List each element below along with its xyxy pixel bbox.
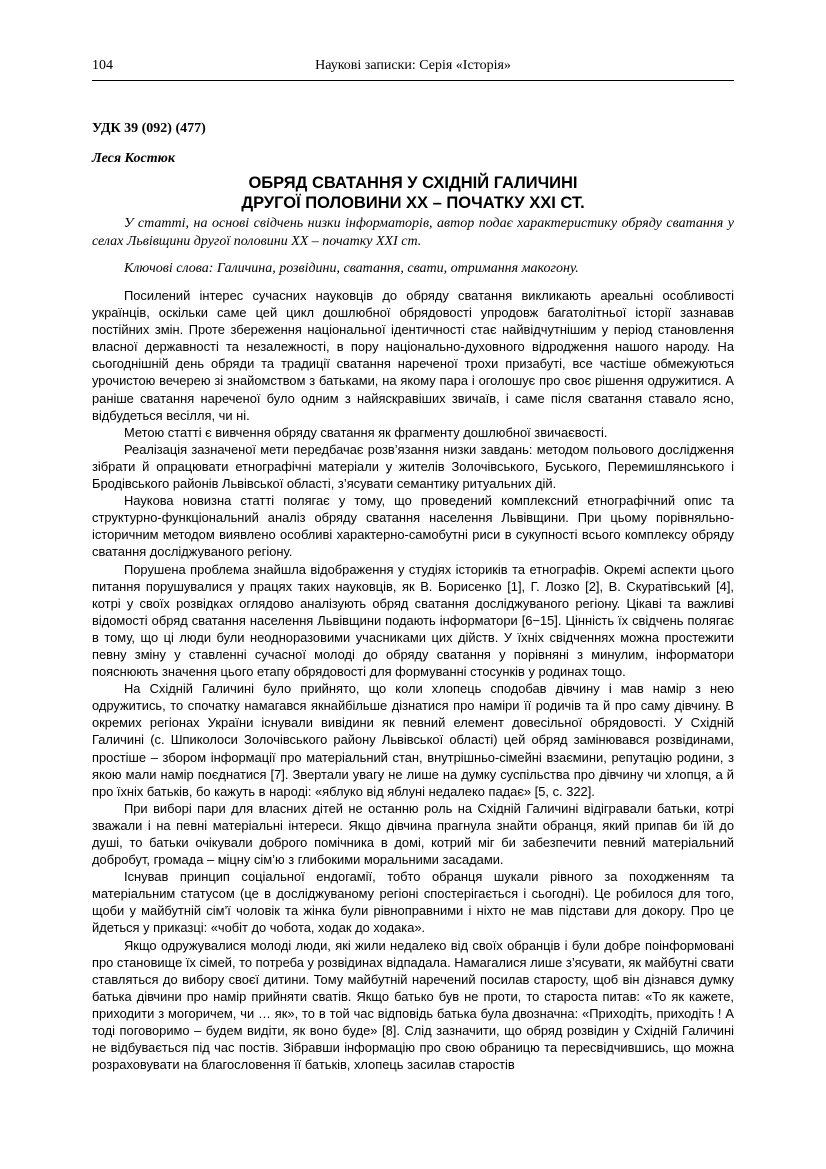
journal-title: Наукові записки: Серія «Історія» <box>315 58 511 73</box>
body-paragraph: Існував принцип соціальної ендогамії, тобто обранця шукали рівного за походженням та матеріальним статусом (це в досліджуваному регіоні спостерігається і сьогодні). Це робилося для того, щоби у майбутній сім’ї чоловік та жінка були рівноправними і ніхто не мав підстави для докору. Про це йдеться у приказці: «чобіт до чобота, ходак до ходака». <box>92 869 734 936</box>
body-paragraph: На Східній Галичині було прийнято, що коли хлопець сподобав дівчину і мав намір з нею одружитись, то спочатку намагався якнайбільше дізнатися про наміри її родичів та й про саму дівчину. В окремих регіонах України існували вивідини як певний елемент довесільної обрядовості. У Східній Галичині (с. Шпиколоси Золочівського району Львівської області) цей обряд замінювався розвідинами, простіше – збором інформації про матеріальний стан, внутрішньо-сімейні взаємини, репутацію родини, з якою мали намір поєднатися [7]. Звертали увагу не лише на думку суспільства про дівчину чи хлопця, а й про їхніх батьків, бо кажуть в народі: «яблуко від яблуні недалеко падає» [5, с. 322]. <box>92 681 734 799</box>
article <box>92 120 734 1073</box>
udk-code: УДК 39 (092) (477) <box>92 121 206 136</box>
author-name: Леся Костюк <box>92 151 175 166</box>
title-line: ДРУГОЇ ПОЛОВИНИ ХХ – ПОЧАТКУ ХХІ СТ. <box>241 194 585 212</box>
header-rule <box>92 80 734 81</box>
title-line: ОБРЯД СВАТАННЯ У СХІДНІЙ ГАЛИЧИНІ <box>248 174 578 192</box>
abstract: У статті, на основі свідчень низки інформаторів, автор подає характеристику обряду сватання у селах Львівщини другої половини ХХ – початку ХХІ ст. <box>92 216 734 249</box>
page-number: 104 <box>92 58 113 73</box>
body-paragraph: Порушена проблема знайшла відображення у студіях істориків та етнографів. Окремі аспекти цього питання порушувалися у працях таких науковців, як В. Борисенко [1], Г. Лозко [2], В. Скуратівський [4], котрі у своїх розвідках оглядово аналізують обряд сватання досліджуваного регіону. Цікаві та важливі відомості обряд сватання населення Львівщини подають інформатори [6−15]. Цінність їх свідчень полягає в тому, що ці люди були неодноразовими учасниками цих дійств. У їхніх свідченнях можна простежити певну зміну у ставленні сучасної молоді до обряду сватання у порівняні з минулим, інформатори пояснюють значення цього етапу обрядовості для формуванні стосунків у родинах тощо. <box>92 561 734 680</box>
body-paragraph: Посилений інтерес сучасних науковців до обряду сватання викликають ареальні особливості українців, оскільки саме цей цикл дошлюбної обрядовості упродовж багатолітньої історії зазнавав постійних змін. Проте збереження національної ідентичності стає найвідчутнішим у період становлення власної державності та незалежності, в пору національно-духовного відродження нашого народу. На сьогоднішній день обряди та традиції сватання нареченої трохи призабуті, все частіше обмежуються урочистою вечерею зі знайомством з батьками, на якому пара і оголошує про своє рішення одружитися. А раніше сватання нареченої було одним з найяскравіших звичаїв, і саме після сватання ставало ясно, відбудеться весілля, чи ні. <box>92 288 734 423</box>
running-header <box>92 58 734 78</box>
body-paragraph: При виборі пари для власних дітей не останню роль на Східній Галичині відігравали батьки, котрі зважали і на певні матеріальні інтереси. Якщо дівчина прагнула знайти обранця, який припав би їй до душі, то батьки очікували доброго помічника в домі, котрий міг би забезпечити певний матеріальний добробут, громада – міцну сім’ю з глибокими моральними засадами. <box>92 800 734 868</box>
body-paragraph: Наукова новизна статті полягає у тому, що проведений комплексний етнографічний опис та структурно-функціональний аналіз обряду сватання населення Львівщини. При цьому порівняльно-історичним методом виявлено особливі характерно-самобутні риси в сукупності всього комплексу обряду сватання досліджуваного регіону. <box>92 493 734 560</box>
body-paragraph: Реалізація зазначеної мети передбачає розв’язання низки завдань: методом польового дослідження зібрати й опрацювати етнографічні матеріали у жителів Золочівського, Буського, Перемишлянського і Бродівського районів Львівської області, з’ясувати семантику ритуальних дій. <box>92 441 734 492</box>
body-paragraph: Метою статті є вивчення обряду сватання як фрагменту дошлюбної звичаєвості. <box>124 424 608 440</box>
article-title <box>92 173 734 213</box>
body-paragraph: Якщо одружувалися молоді люди, які жили недалеко від своїх обранців і були добре поінформовані про становище їх сімей, то потреба у розвідинах відпадала. Намагалися лише з’ясувати, як майбутні свати ставляться до вибору своєї дитини. Тому майбутній наречений посилав старосту, щоб він дізнався думку батька дівчини про намір прийняти сватів. Якщо батько був не проти, то староста питав: «То як кажете, приходити з могоричем, чи … як», то в той час відповідь батька була двозначна: «Приходіть, приходіть ! А тоді поговоримо – будем видіти, як воно буде» [8]. Слід зазначити, що обряд розвідин у Східній Галичині не відбувається під час постів. Зібравши інформацію про свою обраницю та пересвідчившись, що можна розраховувати на благословення її батьків, хлопець засилав старостів <box>92 937 734 1073</box>
article-body <box>92 287 734 1073</box>
keywords: Ключові слова: Галичина, розвідини, сватання, свати, отримання макогону. <box>124 261 579 276</box>
